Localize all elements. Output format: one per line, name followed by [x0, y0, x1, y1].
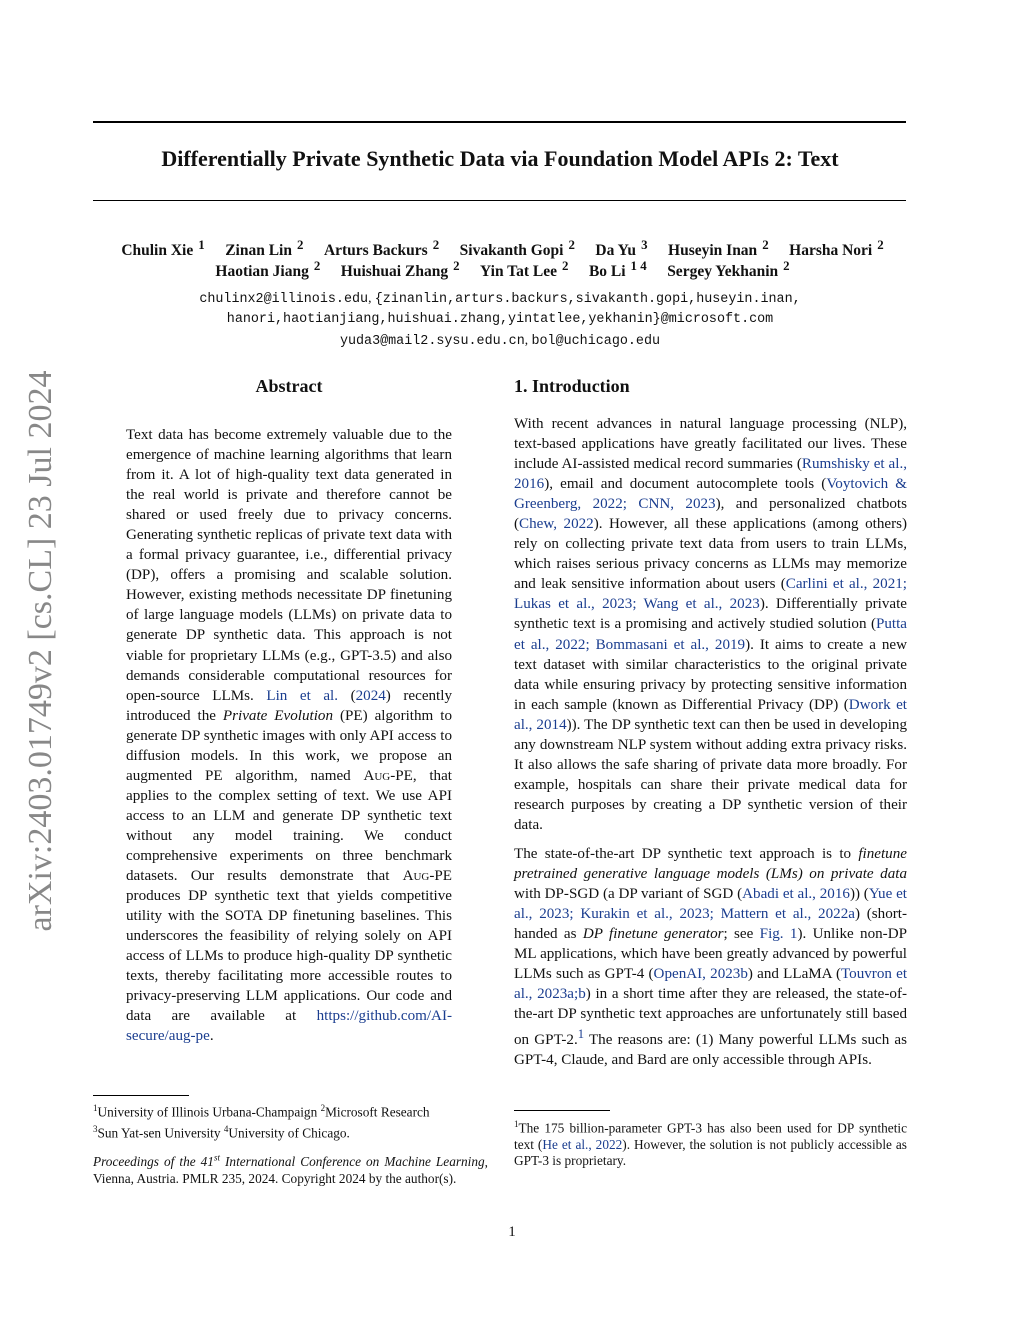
author-name: Bo Li — [588, 263, 626, 281]
citation-link[interactable]: Voytovich & Greenberg, 2022; CNN, 2023 — [514, 476, 907, 513]
affiliation-marker: 2 — [877, 237, 884, 252]
affiliation-marker: 2 — [762, 237, 769, 252]
email: {zinanlin,arturs.backurs,sivakanth.gopi,huseyin.inan, — [374, 292, 801, 307]
affiliation-marker: 1 — [198, 237, 205, 252]
email: chulinx2@illinois.edu — [199, 292, 369, 307]
citation-link[interactable]: Yue et al., 2023; Kurakin et al., 2023; Mattern et al., 2022a — [514, 886, 907, 923]
proceedings-note: Proceedings of the 41st International Conference on Machine Learning, Vienna, Austria. PMLR 235, 2024. Copyright 2024 by the author(s). — [93, 1153, 488, 1186]
figure-link[interactable]: Fig. 1 — [759, 926, 798, 943]
author-name: Yin Tat Lee — [480, 263, 557, 281]
author-emails: chulinx2@illinois.edu, {zinanlin,arturs.backurs,sivakanth.gopi,huseyin.inan, hanori,haotianjiang,huishuai.zhang,yintatlee,yekhanin}@microsoft.com yuda3@mail2.sysu.edu.cn, bol@uchicago.edu — [60, 288, 940, 352]
page-number: 1 — [508, 1224, 516, 1240]
affiliation-marker: 2 — [453, 258, 460, 273]
citation-link[interactable]: Chew, 2022 — [519, 516, 594, 533]
author-name: Arturs Backurs — [323, 242, 428, 260]
section-heading-introduction: 1. Introduction — [514, 376, 630, 396]
footnote-rule — [514, 1110, 610, 1111]
footnote-rule — [93, 1095, 189, 1096]
affiliation-marker: 2 — [296, 237, 304, 252]
citation-link[interactable]: Putta et al., 2022; Bommasani et al., 2019 — [514, 616, 907, 653]
author-name: Huseyin Inan — [668, 242, 758, 260]
affiliation-marker: 1 4 — [630, 258, 647, 273]
author-name: Sivakanth Gopi — [459, 242, 564, 260]
author-name: Chulin Xie — [121, 242, 194, 260]
left-column — [126, 376, 452, 1046]
affiliation-marker: 2 — [783, 258, 790, 273]
abstract-body: Text data has become extremely valuable due to the emergence of machine learning algorithms that learn from it. A lot of high-quality text data generated in the real world is private and therefore cannot be shared or used freely due to privacy concerns. Generating synthetic replicas of private text data with a formal privacy guarantee, i.e., differential privacy (DP), offers a promising and scalable solution. However, existing methods necessitate DP finetuning of large language models (LLMs) on private data to generate DP synthetic data. This approach is not viable for proprietary LLMs (e.g., GPT-3.5) and also demands considerable computational resources for open-source LLMs. Lin et al. (2024) recently introduced the Private Evolution (PE) algorithm to generate DP synthetic images with only API access to diffusion models. In this work, we propose an augmented PE algorithm, named Aug-PE, that applies to the complex setting of text. We use API access to an LLM and generate DP synthetic text without any model training. We conduct comprehensive experiments on three benchmark datasets. Our results demonstrate that Aug-PE produces DP synthetic text that yields competitive utility with the SOTA DP finetuning baselines. This underscores the feasibility of relying solely on API access of LLMs to produce high-quality DP synthetic texts, thereby facilitating more accessible routes to privacy-preserving LLM applications. Our code and data are available at https://github.com/AI-secure/aug-pe. — [126, 427, 453, 1045]
gpt3-footnote: $^1$The 175 billion-parameter GPT-3 has also been used for DP synthetic text (He et al., 2022). However, the solution is not publicly accessible as GPT-3 is proprietary. — [514, 1119, 907, 1169]
affiliation-marker: 3 — [641, 237, 648, 252]
author-name: Da Yu — [595, 242, 637, 260]
email: hanori,haotianjiang,huishuai.zhang,yintatlee,yekhanin}@microsoft.com — [226, 312, 774, 327]
citation-link[interactable]: Abadi et al., 2016 — [742, 886, 850, 903]
author-list-line-2 — [60, 258, 940, 281]
title-rule-bottom — [93, 200, 906, 201]
citation-link[interactable]: Dwork et al., 2014 — [514, 696, 907, 733]
citation-link[interactable]: 2024 — [355, 687, 386, 704]
affiliation-marker: 2 — [432, 237, 440, 252]
intro-paragraph-2: The state-of-the-art DP synthetic text approach is to finetune pretrained generative language models (LMs) on private data with DP-SGD (a DP variant of SGD (Abadi et al., 2016)) (Yue et al., 2023; Kurakin et al., 2023; Mattern et al., 2022a) (short-handed as DP finetune generator; see Fig. 1). Unlike non-DP ML applications, which have been greatly advanced by powerful LLMs such as GPT-4 (OpenAI, 2023b) and LLaMA (Touvron et al., 2023a;b) in a short time after they are released, the state-of-the-art DP synthetic text approaches are unfortunately still based on GPT-2.$^1$ The reasons are: (1) Many powerful LLMs such as GPT-4, Claude, and Bard are only accessible through APIs. — [514, 845, 908, 1069]
abstract-heading: Abstract — [255, 376, 323, 396]
citation-link[interactable]: Carlini et al., 2021; Lukas et al., 2023; Wang et al., 2023 — [514, 576, 907, 613]
paper-title: Differentially Private Synthetic Data via Foundation Model APIs 2: Text — [161, 146, 839, 171]
citation-link[interactable]: He et al., 2022 — [542, 1136, 623, 1152]
code-link[interactable]: https://github.com/AI-secure/aug-pe — [126, 1008, 453, 1045]
citation-link[interactable]: Touvron et al., 2023a;b — [514, 966, 908, 1003]
title-rule-top — [93, 121, 906, 123]
citation-link[interactable]: Rumshisky et al., 2016 — [514, 456, 907, 493]
author-list-line-1 — [60, 237, 940, 260]
affiliation-marker: 2 — [568, 237, 575, 252]
author-name: Harsha Nori — [789, 242, 873, 260]
author-name: Haotian Jiang — [215, 263, 309, 281]
affiliations-footnote: $^1$University of Illinois Urbana-Champaign $^2$Microsoft Research $^3$Sun Yat-sen University $^4$University of Chicago. — [93, 1103, 430, 1141]
email: bol@uchicago.edu — [531, 334, 661, 349]
intro-paragraph-1: With recent advances in natural language processing (NLP), text-based applications have greatly facilitated our lives. These include AI-assisted medical record summaries (Rumshisky et al., 2016), email and document autocomplete tools (Voytovich & Greenberg, 2022; CNN, 2023), and personalized chatbots (Chew, 2022). However, all these applications (among others) rely on collecting private text data from users to train LLMs, which raises serious privacy concerns as LLMs may memorize and leak sensitive information about users (Carlini et al., 2021; Lukas et al., 2023; Wang et al., 2023). Differentially private synthetic text is a promising and actively studied solution (Putta et al., 2022; Bommasani et al., 2019). It aims to create a new text dataset with similar characteristics to the original private data while ensuring privacy by protecting sensitive information in each sample (known as Differential Privacy (DP) (Dwork et al., 2014)). The DP synthetic text can then be used in developing any downstream NLP system without adding extra privacy risks. It also allows the safe sharing of private data more broadly. For example, hospitals can share their private medical data for research purposes by creating a DP synthetic version of their data. — [514, 416, 907, 833]
affiliation-marker: 2 — [313, 258, 321, 273]
citation-link[interactable]: Lin et al. — [266, 687, 339, 704]
affiliation-marker: 2 — [561, 258, 569, 273]
email: yuda3@mail2.sysu.edu.cn — [339, 334, 525, 349]
author-name: Zinan Lin — [225, 242, 292, 260]
right-column — [514, 376, 907, 1071]
citation-link[interactable]: OpenAI, 2023b — [653, 966, 748, 983]
author-name: Sergey Yekhanin — [667, 263, 779, 281]
footnote-marker[interactable]: 1 — [577, 1027, 585, 1042]
author-name: Huishuai Zhang — [340, 263, 449, 281]
